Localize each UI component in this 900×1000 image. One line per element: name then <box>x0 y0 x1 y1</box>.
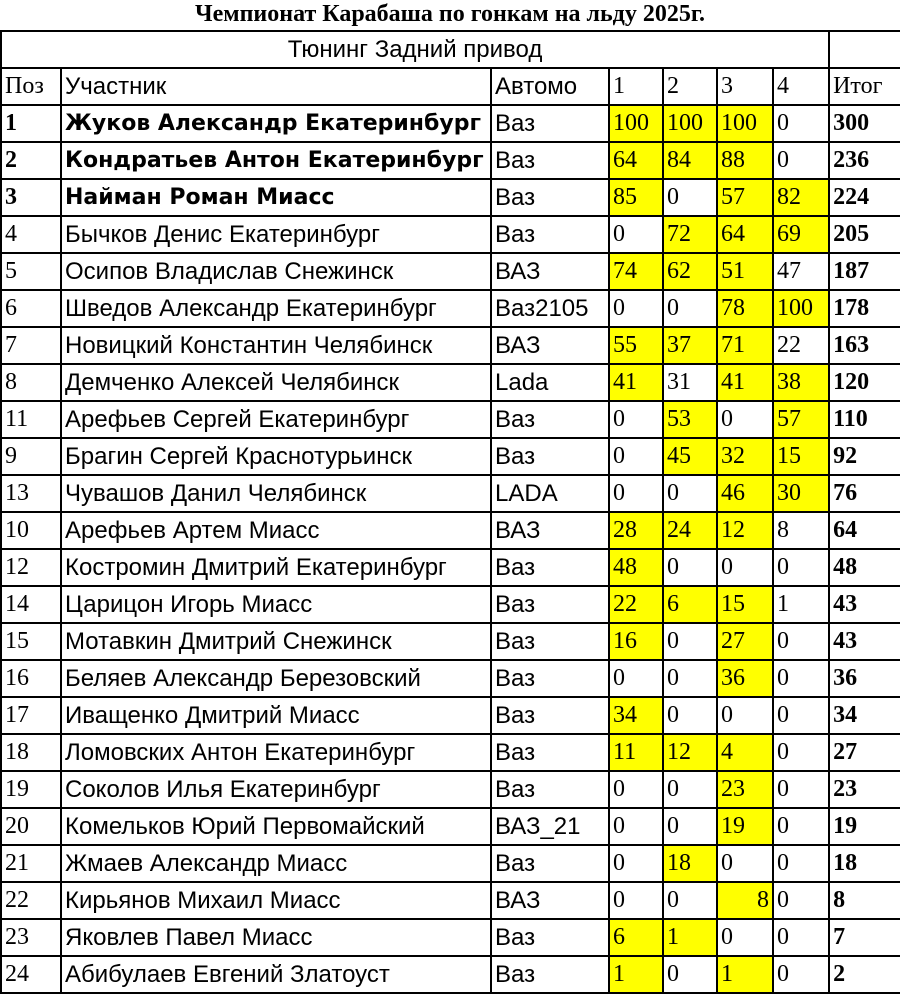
car-cell: Ваз <box>491 438 609 475</box>
total-points-cell: 43 <box>829 586 900 623</box>
race-3-points-cell: 41 <box>717 364 773 401</box>
car-cell: ВАЗ <box>491 512 609 549</box>
total-points-cell: 23 <box>829 771 900 808</box>
total-points-cell: 27 <box>829 734 900 771</box>
race-3-points-cell: 8 <box>717 882 773 919</box>
position-cell: 10 <box>1 512 61 549</box>
position-cell: 4 <box>1 216 61 253</box>
car-cell: ВАЗ <box>491 253 609 290</box>
race-1-points-cell: 0 <box>609 660 663 697</box>
race-4-points-cell: 0 <box>773 845 829 882</box>
total-points-cell: 110 <box>829 401 900 438</box>
car-cell: Ваз <box>491 586 609 623</box>
race-2-points-cell: 0 <box>663 660 717 697</box>
race-3-points-cell: 71 <box>717 327 773 364</box>
position-cell: 23 <box>1 919 61 956</box>
race-3-points-cell: 0 <box>717 845 773 882</box>
category-empty-cell <box>829 31 900 68</box>
header-participant: Участник <box>61 68 491 105</box>
race-3-points-cell: 0 <box>717 549 773 586</box>
category-row <box>1 31 900 68</box>
position-cell: 18 <box>1 734 61 771</box>
race-2-points-cell: 37 <box>663 327 717 364</box>
race-3-points-cell: 0 <box>717 401 773 438</box>
position-cell: 13 <box>1 475 61 512</box>
car-cell: Ваз <box>491 734 609 771</box>
race-4-points-cell: 0 <box>773 105 829 142</box>
participant-cell: Бычков Денис Екатеринбург <box>61 216 491 253</box>
position-cell: 3 <box>1 179 61 216</box>
race-2-points-cell: 0 <box>663 882 717 919</box>
race-2-points-cell: 0 <box>663 179 717 216</box>
table-row <box>1 327 900 364</box>
race-1-points-cell: 0 <box>609 475 663 512</box>
car-cell: Ваз <box>491 216 609 253</box>
position-cell: 8 <box>1 364 61 401</box>
header-race-2: 2 <box>663 68 717 105</box>
race-2-points-cell: 0 <box>663 956 717 993</box>
car-cell: Ваз <box>491 105 609 142</box>
race-4-points-cell: 0 <box>773 919 829 956</box>
total-points-cell: 92 <box>829 438 900 475</box>
position-cell: 15 <box>1 623 61 660</box>
race-2-points-cell: 0 <box>663 290 717 327</box>
participant-cell: Костромин Дмитрий Екатеринбург <box>61 549 491 586</box>
results-table <box>0 30 900 994</box>
race-2-points-cell: 72 <box>663 216 717 253</box>
race-2-points-cell: 100 <box>663 105 717 142</box>
race-4-points-cell: 0 <box>773 882 829 919</box>
race-4-points-cell: 0 <box>773 956 829 993</box>
total-points-cell: 224 <box>829 179 900 216</box>
car-cell: Lada <box>491 364 609 401</box>
participant-cell: Царицон Игорь Миасс <box>61 586 491 623</box>
race-1-points-cell: 41 <box>609 364 663 401</box>
table-row <box>1 697 900 734</box>
race-1-points-cell: 0 <box>609 438 663 475</box>
table-row <box>1 253 900 290</box>
participant-cell: Найман Роман Миасс <box>61 179 491 216</box>
total-points-cell: 64 <box>829 512 900 549</box>
total-points-cell: 2 <box>829 956 900 993</box>
total-points-cell: 8 <box>829 882 900 919</box>
race-2-points-cell: 6 <box>663 586 717 623</box>
position-cell: 5 <box>1 253 61 290</box>
table-row <box>1 401 900 438</box>
car-cell: Ваз <box>491 845 609 882</box>
total-points-cell: 36 <box>829 660 900 697</box>
position-cell: 22 <box>1 882 61 919</box>
race-2-points-cell: 0 <box>663 771 717 808</box>
race-4-points-cell: 0 <box>773 771 829 808</box>
car-cell: ВАЗ <box>491 882 609 919</box>
table-row <box>1 956 900 993</box>
race-1-points-cell: 74 <box>609 253 663 290</box>
race-2-points-cell: 53 <box>663 401 717 438</box>
participant-cell: Жмаев Александр Миасс <box>61 845 491 882</box>
race-2-points-cell: 0 <box>663 549 717 586</box>
race-3-points-cell: 23 <box>717 771 773 808</box>
table-row <box>1 438 900 475</box>
race-2-points-cell: 84 <box>663 142 717 179</box>
race-3-points-cell: 57 <box>717 179 773 216</box>
race-4-points-cell: 15 <box>773 438 829 475</box>
table-row <box>1 882 900 919</box>
total-points-cell: 300 <box>829 105 900 142</box>
race-2-points-cell: 12 <box>663 734 717 771</box>
position-cell: 11 <box>1 401 61 438</box>
race-4-points-cell: 0 <box>773 734 829 771</box>
total-points-cell: 120 <box>829 364 900 401</box>
race-2-points-cell: 31 <box>663 364 717 401</box>
car-cell: Ваз <box>491 697 609 734</box>
table-row <box>1 142 900 179</box>
header-race-3: 3 <box>717 68 773 105</box>
race-4-points-cell: 0 <box>773 660 829 697</box>
participant-cell: Новицкий Константин Челябинск <box>61 327 491 364</box>
race-3-points-cell: 19 <box>717 808 773 845</box>
race-1-points-cell: 100 <box>609 105 663 142</box>
table-row <box>1 364 900 401</box>
table-row <box>1 660 900 697</box>
race-4-points-cell: 0 <box>773 697 829 734</box>
participant-cell: Чувашов Данил Челябинск <box>61 475 491 512</box>
race-2-points-cell: 1 <box>663 919 717 956</box>
car-cell: ВАЗ_21 <box>491 808 609 845</box>
race-3-points-cell: 78 <box>717 290 773 327</box>
race-3-points-cell: 4 <box>717 734 773 771</box>
participant-cell: Комельков Юрий Первомайский <box>61 808 491 845</box>
car-cell: LADA <box>491 475 609 512</box>
race-3-points-cell: 32 <box>717 438 773 475</box>
race-2-points-cell: 24 <box>663 512 717 549</box>
race-3-points-cell: 46 <box>717 475 773 512</box>
position-cell: 14 <box>1 586 61 623</box>
participant-cell: Арефьев Артем Миасс <box>61 512 491 549</box>
race-1-points-cell: 1 <box>609 956 663 993</box>
position-cell: 20 <box>1 808 61 845</box>
race-3-points-cell: 36 <box>717 660 773 697</box>
position-cell: 1 <box>1 105 61 142</box>
race-4-points-cell: 0 <box>773 142 829 179</box>
position-cell: 2 <box>1 142 61 179</box>
race-4-points-cell: 57 <box>773 401 829 438</box>
participant-cell: Шведов Александр Екатеринбург <box>61 290 491 327</box>
table-row <box>1 290 900 327</box>
position-cell: 24 <box>1 956 61 993</box>
race-1-points-cell: 64 <box>609 142 663 179</box>
header-pos: Поз <box>1 68 61 105</box>
race-3-points-cell: 88 <box>717 142 773 179</box>
header-total: Итог <box>829 68 900 105</box>
table-row <box>1 845 900 882</box>
header-car: Автомо <box>491 68 609 105</box>
race-1-points-cell: 85 <box>609 179 663 216</box>
race-3-points-cell: 12 <box>717 512 773 549</box>
participant-cell: Абибулаев Евгений Златоуст <box>61 956 491 993</box>
header-race-4: 4 <box>773 68 829 105</box>
race-3-points-cell: 0 <box>717 919 773 956</box>
race-1-points-cell: 16 <box>609 623 663 660</box>
table-row <box>1 179 900 216</box>
total-points-cell: 7 <box>829 919 900 956</box>
position-cell: 19 <box>1 771 61 808</box>
table-row <box>1 771 900 808</box>
total-points-cell: 236 <box>829 142 900 179</box>
participant-cell: Осипов Владислав Снежинск <box>61 253 491 290</box>
total-points-cell: 178 <box>829 290 900 327</box>
table-row <box>1 512 900 549</box>
page-title: Чемпионат Карабаша по гонкам на льду 2025г. <box>194 1 706 27</box>
race-4-points-cell: 100 <box>773 290 829 327</box>
participant-cell: Демченко Алексей Челябинск <box>61 364 491 401</box>
car-cell: Ваз <box>491 623 609 660</box>
category-label: Тюнинг Задний привод <box>1 31 829 68</box>
total-points-cell: 19 <box>829 808 900 845</box>
race-1-points-cell: 22 <box>609 586 663 623</box>
participant-cell: Брагин Сергей Краснотурьинск <box>61 438 491 475</box>
table-row <box>1 586 900 623</box>
total-points-cell: 205 <box>829 216 900 253</box>
table-row <box>1 734 900 771</box>
race-2-points-cell: 0 <box>663 475 717 512</box>
race-3-points-cell: 51 <box>717 253 773 290</box>
race-4-points-cell: 30 <box>773 475 829 512</box>
car-cell: ВАЗ <box>491 327 609 364</box>
total-points-cell: 76 <box>829 475 900 512</box>
total-points-cell: 163 <box>829 327 900 364</box>
race-2-points-cell: 62 <box>663 253 717 290</box>
race-1-points-cell: 55 <box>609 327 663 364</box>
car-cell: Ваз <box>491 401 609 438</box>
car-cell: Ваз <box>491 919 609 956</box>
race-1-points-cell: 0 <box>609 290 663 327</box>
participant-cell: Жуков Александр Екатеринбург <box>61 105 491 142</box>
race-4-points-cell: 0 <box>773 623 829 660</box>
race-3-points-cell: 15 <box>717 586 773 623</box>
position-cell: 7 <box>1 327 61 364</box>
total-points-cell: 43 <box>829 623 900 660</box>
race-1-points-cell: 0 <box>609 771 663 808</box>
position-cell: 9 <box>1 438 61 475</box>
race-3-points-cell: 0 <box>717 697 773 734</box>
participant-cell: Беляев Александр Березовский <box>61 660 491 697</box>
participant-cell: Соколов Илья Екатеринбург <box>61 771 491 808</box>
table-row <box>1 808 900 845</box>
race-3-points-cell: 100 <box>717 105 773 142</box>
race-4-points-cell: 38 <box>773 364 829 401</box>
car-cell: Ваз <box>491 771 609 808</box>
race-1-points-cell: 0 <box>609 882 663 919</box>
race-1-points-cell: 11 <box>609 734 663 771</box>
race-4-points-cell: 47 <box>773 253 829 290</box>
car-cell: Ваз <box>491 179 609 216</box>
race-2-points-cell: 0 <box>663 697 717 734</box>
race-1-points-cell: 34 <box>609 697 663 734</box>
race-2-points-cell: 18 <box>663 845 717 882</box>
participant-cell: Яковлев Павел Миасс <box>61 919 491 956</box>
race-3-points-cell: 64 <box>717 216 773 253</box>
header-race-1: 1 <box>609 68 663 105</box>
race-1-points-cell: 0 <box>609 808 663 845</box>
participant-cell: Кирьянов Михаил Миасс <box>61 882 491 919</box>
race-1-points-cell: 0 <box>609 216 663 253</box>
total-points-cell: 187 <box>829 253 900 290</box>
race-4-points-cell: 0 <box>773 808 829 845</box>
race-3-points-cell: 27 <box>717 623 773 660</box>
table-row <box>1 549 900 586</box>
participant-cell: Ломовских Антон Екатеринбург <box>61 734 491 771</box>
race-4-points-cell: 22 <box>773 327 829 364</box>
race-4-points-cell: 69 <box>773 216 829 253</box>
car-cell: Ваз <box>491 660 609 697</box>
race-2-points-cell: 0 <box>663 623 717 660</box>
table-row <box>1 475 900 512</box>
race-1-points-cell: 0 <box>609 845 663 882</box>
car-cell: Ваз2105 <box>491 290 609 327</box>
table-row <box>1 216 900 253</box>
total-points-cell: 34 <box>829 697 900 734</box>
participant-cell: Иващенко Дмитрий Миасс <box>61 697 491 734</box>
race-4-points-cell: 0 <box>773 549 829 586</box>
table-row <box>1 105 900 142</box>
table-row <box>1 919 900 956</box>
race-1-points-cell: 0 <box>609 401 663 438</box>
position-cell: 16 <box>1 660 61 697</box>
position-cell: 21 <box>1 845 61 882</box>
race-1-points-cell: 48 <box>609 549 663 586</box>
total-points-cell: 18 <box>829 845 900 882</box>
race-4-points-cell: 8 <box>773 512 829 549</box>
position-cell: 12 <box>1 549 61 586</box>
table-row <box>1 623 900 660</box>
race-1-points-cell: 6 <box>609 919 663 956</box>
car-cell: Ваз <box>491 549 609 586</box>
total-points-cell: 48 <box>829 549 900 586</box>
car-cell: Ваз <box>491 956 609 993</box>
header-row <box>1 68 900 105</box>
race-4-points-cell: 82 <box>773 179 829 216</box>
race-1-points-cell: 28 <box>609 512 663 549</box>
participant-cell: Кондратьев Антон Екатеринбург <box>61 142 491 179</box>
car-cell: Ваз <box>491 142 609 179</box>
position-cell: 17 <box>1 697 61 734</box>
participant-cell: Арефьев Сергей Екатеринбург <box>61 401 491 438</box>
race-2-points-cell: 0 <box>663 808 717 845</box>
race-2-points-cell: 45 <box>663 438 717 475</box>
position-cell: 6 <box>1 290 61 327</box>
race-3-points-cell: 1 <box>717 956 773 993</box>
participant-cell: Мотавкин Дмитрий Снежинск <box>61 623 491 660</box>
race-4-points-cell: 1 <box>773 586 829 623</box>
